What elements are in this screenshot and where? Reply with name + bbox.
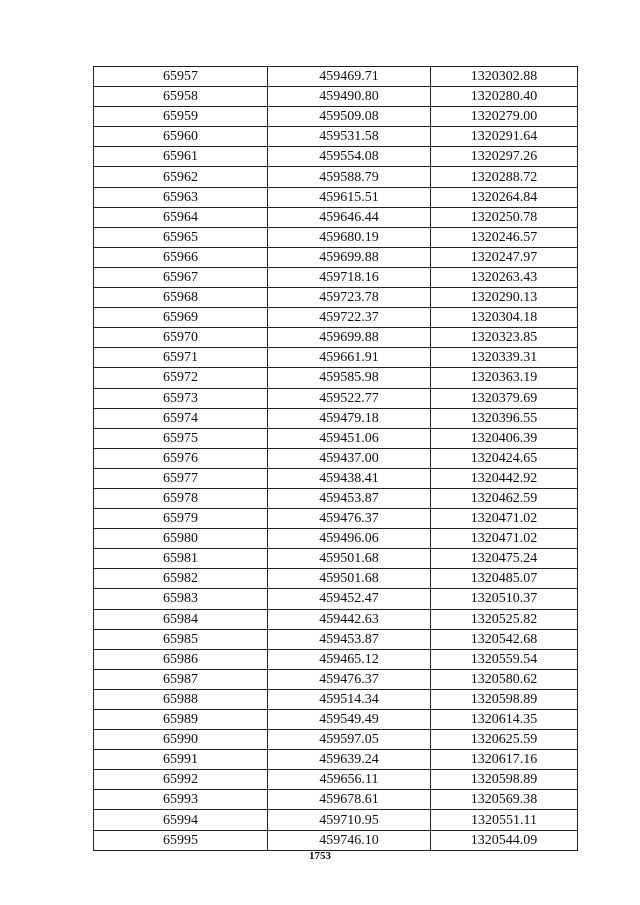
x-coordinate-cell: 459501.68 [268,569,431,589]
table-row [94,428,578,448]
y-coordinate-cell: 1320247.97 [431,247,578,267]
point-id-cell: 65990 [94,730,268,750]
y-coordinate-cell: 1320551.11 [431,810,578,830]
y-coordinate-cell: 1320542.68 [431,629,578,649]
table-row [94,87,578,107]
x-coordinate-cell: 459680.19 [268,227,431,247]
y-coordinate-cell: 1320291.64 [431,127,578,147]
x-coordinate-cell: 459722.37 [268,308,431,328]
x-coordinate-cell: 459522.77 [268,388,431,408]
table-row [94,448,578,468]
point-id-cell: 65991 [94,750,268,770]
table-row [94,649,578,669]
point-id-cell: 65962 [94,167,268,187]
table-row [94,589,578,609]
table-row [94,67,578,87]
point-id-cell: 65986 [94,649,268,669]
y-coordinate-cell: 1320471.02 [431,529,578,549]
y-coordinate-cell: 1320525.82 [431,609,578,629]
point-id-cell: 65992 [94,770,268,790]
y-coordinate-cell: 1320559.54 [431,649,578,669]
table-row [94,689,578,709]
table-row [94,207,578,227]
y-coordinate-cell: 1320379.69 [431,388,578,408]
point-id-cell: 65983 [94,589,268,609]
x-coordinate-cell: 459476.37 [268,669,431,689]
table-row [94,830,578,850]
point-id-cell: 65969 [94,308,268,328]
y-coordinate-cell: 1320598.89 [431,689,578,709]
y-coordinate-cell: 1320424.65 [431,448,578,468]
table-row [94,790,578,810]
table-row [94,770,578,790]
x-coordinate-cell: 459646.44 [268,207,431,227]
y-coordinate-cell: 1320297.26 [431,147,578,167]
y-coordinate-cell: 1320544.09 [431,830,578,850]
y-coordinate-cell: 1320625.59 [431,730,578,750]
x-coordinate-cell: 459710.95 [268,810,431,830]
y-coordinate-cell: 1320396.55 [431,408,578,428]
y-coordinate-cell: 1320263.43 [431,267,578,287]
point-id-cell: 65980 [94,529,268,549]
table-row [94,669,578,689]
x-coordinate-cell: 459585.98 [268,368,431,388]
point-id-cell: 65970 [94,328,268,348]
table-row [94,348,578,368]
y-coordinate-cell: 1320580.62 [431,669,578,689]
x-coordinate-cell: 459465.12 [268,649,431,669]
table-row [94,509,578,529]
x-coordinate-cell: 459615.51 [268,187,431,207]
x-coordinate-cell: 459496.06 [268,529,431,549]
y-coordinate-cell: 1320304.18 [431,308,578,328]
table-row [94,710,578,730]
x-coordinate-cell: 459723.78 [268,288,431,308]
page-number: 1753 [309,850,331,862]
point-id-cell: 65993 [94,790,268,810]
table-row [94,288,578,308]
table-row [94,609,578,629]
y-coordinate-cell: 1320442.92 [431,468,578,488]
point-id-cell: 65971 [94,348,268,368]
table-row [94,267,578,287]
x-coordinate-cell: 459442.63 [268,609,431,629]
y-coordinate-cell: 1320617.16 [431,750,578,770]
x-coordinate-cell: 459639.24 [268,750,431,770]
point-id-cell: 65966 [94,247,268,267]
point-id-cell: 65959 [94,107,268,127]
y-coordinate-cell: 1320569.38 [431,790,578,810]
table-row [94,167,578,187]
x-coordinate-cell: 459469.71 [268,67,431,87]
point-id-cell: 65976 [94,448,268,468]
point-id-cell: 65994 [94,810,268,830]
point-id-cell: 65973 [94,388,268,408]
x-coordinate-cell: 459490.80 [268,87,431,107]
x-coordinate-cell: 459509.08 [268,107,431,127]
y-coordinate-cell: 1320363.19 [431,368,578,388]
y-coordinate-cell: 1320475.24 [431,549,578,569]
y-coordinate-cell: 1320598.89 [431,770,578,790]
point-id-cell: 65964 [94,207,268,227]
table-row [94,388,578,408]
x-coordinate-cell: 459437.00 [268,448,431,468]
coordinates-table-body [94,67,578,851]
y-coordinate-cell: 1320339.31 [431,348,578,368]
point-id-cell: 65979 [94,509,268,529]
table-row [94,468,578,488]
table-row [94,549,578,569]
y-coordinate-cell: 1320264.84 [431,187,578,207]
y-coordinate-cell: 1320485.07 [431,569,578,589]
point-id-cell: 65995 [94,830,268,850]
table-row [94,147,578,167]
x-coordinate-cell: 459718.16 [268,267,431,287]
table-row [94,127,578,147]
table-row [94,227,578,247]
x-coordinate-cell: 459479.18 [268,408,431,428]
table-row [94,730,578,750]
x-coordinate-cell: 459476.37 [268,509,431,529]
point-id-cell: 65988 [94,689,268,709]
table-row [94,488,578,508]
point-id-cell: 65967 [94,267,268,287]
x-coordinate-cell: 459699.88 [268,328,431,348]
x-coordinate-cell: 459661.91 [268,348,431,368]
y-coordinate-cell: 1320280.40 [431,87,578,107]
y-coordinate-cell: 1320302.88 [431,67,578,87]
x-coordinate-cell: 459531.58 [268,127,431,147]
y-coordinate-cell: 1320323.85 [431,328,578,348]
x-coordinate-cell: 459746.10 [268,830,431,850]
table-row [94,107,578,127]
point-id-cell: 65984 [94,609,268,629]
y-coordinate-cell: 1320406.39 [431,428,578,448]
coordinates-table [93,66,578,851]
table-row [94,408,578,428]
table-row [94,569,578,589]
x-coordinate-cell: 459549.49 [268,710,431,730]
y-coordinate-cell: 1320290.13 [431,288,578,308]
table-row [94,368,578,388]
y-coordinate-cell: 1320510.37 [431,589,578,609]
x-coordinate-cell: 459554.08 [268,147,431,167]
y-coordinate-cell: 1320279.00 [431,107,578,127]
table-row [94,187,578,207]
point-id-cell: 65968 [94,288,268,308]
point-id-cell: 65958 [94,87,268,107]
table-row [94,810,578,830]
table-row [94,328,578,348]
x-coordinate-cell: 459699.88 [268,247,431,267]
point-id-cell: 65974 [94,408,268,428]
y-coordinate-cell: 1320288.72 [431,167,578,187]
y-coordinate-cell: 1320246.57 [431,227,578,247]
table-row [94,529,578,549]
x-coordinate-cell: 459451.06 [268,428,431,448]
point-id-cell: 65960 [94,127,268,147]
point-id-cell: 65965 [94,227,268,247]
x-coordinate-cell: 459438.41 [268,468,431,488]
point-id-cell: 65987 [94,669,268,689]
table-row [94,629,578,649]
x-coordinate-cell: 459452.47 [268,589,431,609]
x-coordinate-cell: 459501.68 [268,549,431,569]
y-coordinate-cell: 1320462.59 [431,488,578,508]
point-id-cell: 65957 [94,67,268,87]
point-id-cell: 65975 [94,428,268,448]
point-id-cell: 65977 [94,468,268,488]
point-id-cell: 65985 [94,629,268,649]
y-coordinate-cell: 1320614.35 [431,710,578,730]
table-row [94,308,578,328]
point-id-cell: 65978 [94,488,268,508]
x-coordinate-cell: 459597.05 [268,730,431,750]
point-id-cell: 65972 [94,368,268,388]
point-id-cell: 65981 [94,549,268,569]
point-id-cell: 65961 [94,147,268,167]
table-row [94,750,578,770]
x-coordinate-cell: 459453.87 [268,629,431,649]
x-coordinate-cell: 459514.34 [268,689,431,709]
x-coordinate-cell: 459588.79 [268,167,431,187]
x-coordinate-cell: 459678.61 [268,790,431,810]
point-id-cell: 65989 [94,710,268,730]
point-id-cell: 65982 [94,569,268,589]
y-coordinate-cell: 1320471.02 [431,509,578,529]
x-coordinate-cell: 459656.11 [268,770,431,790]
table-row [94,247,578,267]
point-id-cell: 65963 [94,187,268,207]
y-coordinate-cell: 1320250.78 [431,207,578,227]
x-coordinate-cell: 459453.87 [268,488,431,508]
